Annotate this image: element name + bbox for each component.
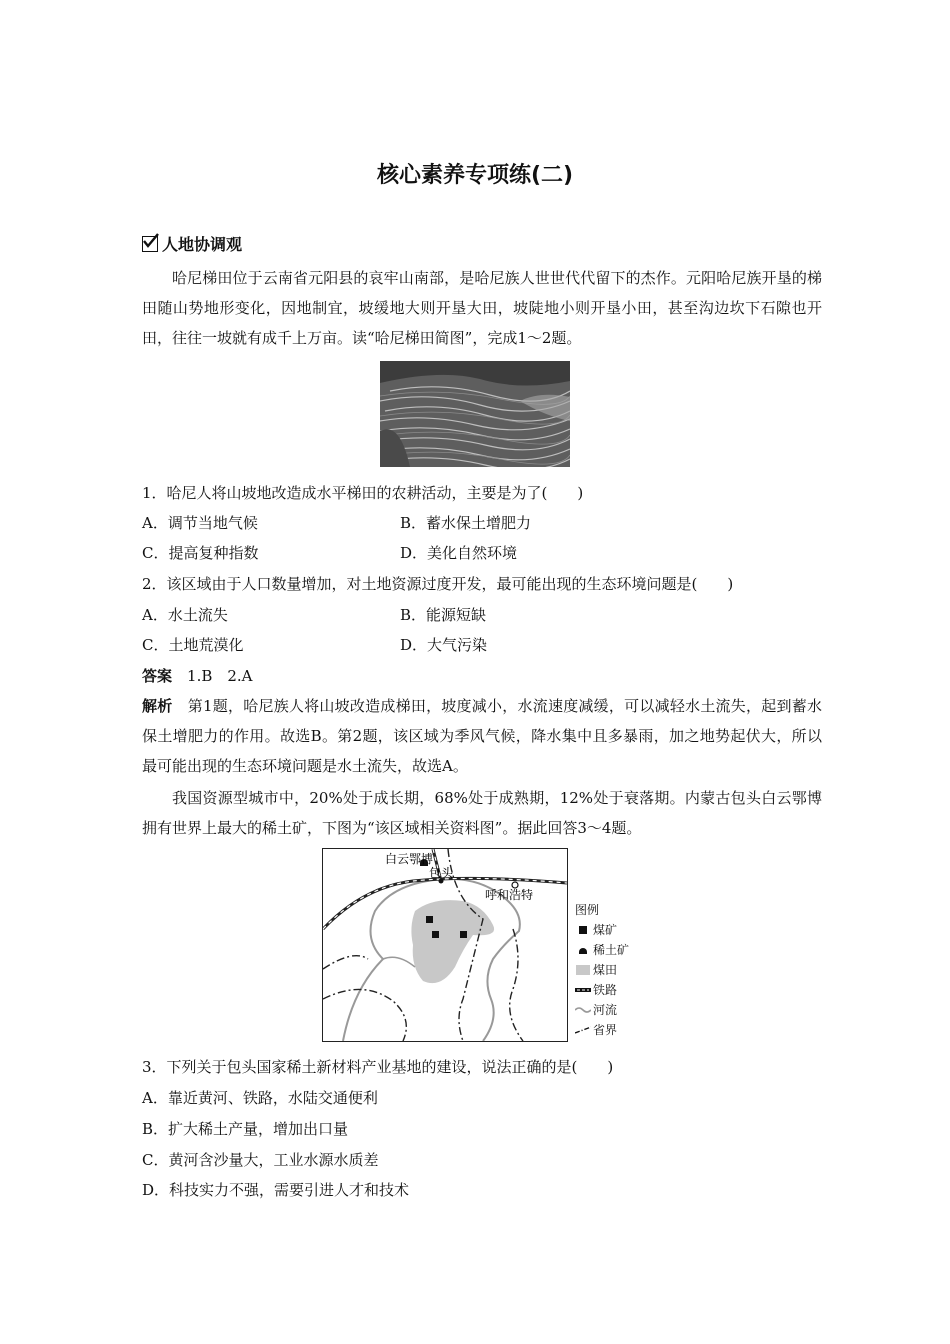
terrace-photo	[380, 361, 570, 467]
coal-mine-1	[426, 916, 433, 923]
q1-option-b[interactable]: B．蓄水保土增肥力	[400, 514, 532, 532]
q2-option-c[interactable]: C．土地荒漠化	[142, 636, 244, 654]
coal-field-area	[411, 900, 494, 983]
q3-option-b[interactable]: B．扩大稀土产量，增加出口量	[142, 1120, 349, 1138]
region-map	[322, 848, 568, 1042]
q3-option-c[interactable]: C．黄河含沙量大，工业水源水质差	[142, 1151, 379, 1169]
q3-stem: 3．下列关于包头国家稀土新材料产业基地的建设，说法正确的是( )	[142, 1058, 614, 1076]
answer-label: 答案	[142, 667, 173, 685]
legend-river: 河流	[575, 1000, 629, 1020]
coal-mine-3	[460, 931, 467, 938]
analysis	[142, 691, 822, 781]
q1-stem: 1．哈尼人将山坡地改造成水平梯田的农耕活动，主要是为了( )	[142, 484, 584, 502]
q2-option-b[interactable]: B．能源短缺	[400, 606, 487, 624]
label-hohhot: 呼和浩特	[485, 888, 534, 902]
checkmark-icon	[142, 236, 158, 252]
legend-title: 图例	[575, 903, 600, 917]
page-title: 核心素养专项练(二)	[376, 163, 574, 188]
q3-option-d[interactable]: D．科技实力不强，需要引进人才和技术	[142, 1181, 410, 1199]
q2-option-d[interactable]: D．大气污染	[400, 636, 488, 654]
river-icon	[575, 1006, 591, 1014]
q3-option-a[interactable]: A．靠近黄河、铁路，水陆交通便利	[142, 1089, 378, 1107]
passage-2: 我国资源型城市中，20%处于成长期，68%处于成熟期，12%处于衰落期。内蒙古包头白云鄂博拥有世界上最大的稀土矿，下图为“该区域相关资料图”。据此回答3～4题。	[142, 789, 822, 837]
legend-railway: 铁路	[575, 980, 629, 1000]
coal-mine-2	[432, 931, 439, 938]
q2-option-a[interactable]: A．水土流失	[142, 606, 228, 624]
boundary-icon	[575, 1026, 591, 1034]
passage-1: 哈尼梯田位于云南省元阳县的哀牢山南部，是哈尼族人世世代代留下的杰作。元阳哈尼族开垦的梯田随山势地形变化，因地制宜，坡缓地大则开垦大田，坡陡地小则开垦小田，甚至沟边坎下石隙也开田，往往一坡就有成千上万亩。读“哈尼梯田简图”，完成1～2题。	[142, 269, 822, 347]
legend-coal-field: 煤田	[575, 960, 629, 980]
legend-rare-earth: 稀土矿	[575, 940, 629, 960]
section-heading	[142, 232, 242, 255]
section-label: 人地协调观	[162, 235, 243, 254]
label-baotou: 包头	[429, 866, 454, 880]
coal-field-icon	[575, 965, 591, 975]
coal-mine-icon	[575, 926, 591, 934]
analysis-label: 解析	[142, 697, 173, 715]
q1-option-d[interactable]: D．美化自然环境	[400, 544, 518, 562]
legend-coal-mine: 煤矿	[575, 920, 629, 940]
label-baiyun-obo: 白云鄂博	[385, 852, 434, 866]
q1-option-a[interactable]: A．调节当地气候	[142, 514, 258, 532]
legend-boundary: 省界	[575, 1020, 629, 1040]
analysis-text: 第1题，哈尼族人将山坡改造成梯田，坡度减小，水流速度减缓，可以减轻水土流失，起到蓄水保土增肥力的作用。故选B。第2题，该区域为季风气候，降水集中且多暴雨，加之地势起伏大，所以最可能出现的生态环境问题是水土流失，故选A。	[142, 697, 822, 775]
map-legend	[575, 900, 629, 1040]
q2-stem: 2．该区域由于人口数量增加，对土地资源过度开发，最可能出现的生态环境问题是( )	[142, 575, 734, 593]
answer-text: 1.B 2.A	[187, 667, 253, 685]
rare-earth-icon	[575, 946, 591, 954]
answer-line	[142, 661, 253, 691]
q1-option-c[interactable]: C．提高复种指数	[142, 544, 259, 562]
railway-icon	[575, 987, 591, 993]
